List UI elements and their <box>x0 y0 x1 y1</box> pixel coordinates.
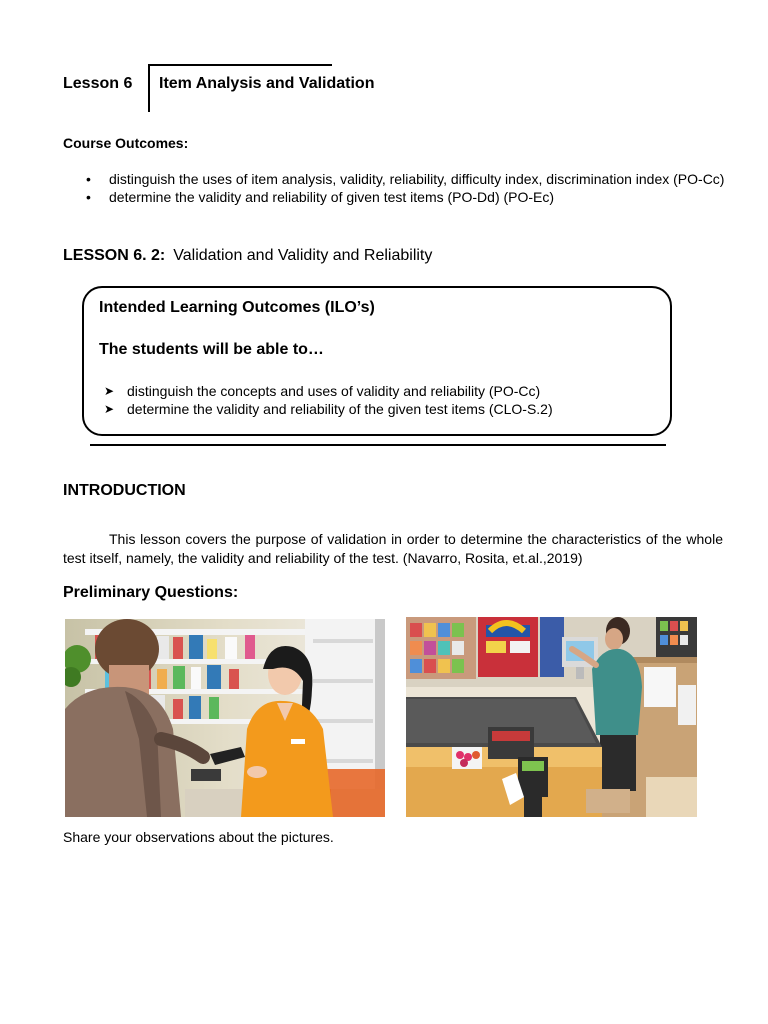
ilo-title: Intended Learning Outcomes (ILO’s) <box>99 299 375 316</box>
sub-lesson-title: Validation and Validity and Reliability <box>173 247 433 264</box>
ilo-item-text: distinguish the concepts and uses of validity and reliability (PO-Cc) <box>127 383 541 399</box>
divider <box>90 444 666 446</box>
list-item <box>104 382 553 400</box>
course-outcome-text: determine the validity and reliability of given test items (PO-Dd) (PO-Ec) <box>109 188 555 205</box>
sub-lesson-heading <box>63 247 432 265</box>
supermarket-checkout-photo <box>406 617 697 817</box>
course-outcomes-list <box>63 171 728 206</box>
bullet-icon: • <box>86 188 91 205</box>
list-item <box>63 171 728 189</box>
introduction-heading: INTRODUCTION <box>63 482 186 499</box>
list-item <box>63 189 728 207</box>
sub-lesson-label: LESSON 6. 2: <box>63 247 166 264</box>
course-outcomes-heading: Course Outcomes: <box>63 135 189 151</box>
pharmacy-checkout-photo <box>65 619 385 817</box>
arrow-bullet-icon: ➤ <box>104 384 115 398</box>
ilo-list <box>104 382 553 418</box>
course-outcome-text: distinguish the uses of item analysis, validity, reliability, difficulty index, discrimination index (PO-Cc) <box>109 171 725 187</box>
arrow-bullet-icon: ➤ <box>104 402 115 416</box>
introduction-paragraph: This lesson covers the purpose of validation in order to determine the characteristics of the whole test itself, namely, the validity and reliability of the test. (Navarro, Rosita, et.al.,2019) <box>63 531 723 566</box>
list-item <box>104 400 553 418</box>
ilo-subtitle: The students will be able to… <box>99 341 324 358</box>
share-observations-prompt: Share your observations about the pictures. <box>63 829 334 845</box>
lesson-number: Lesson 6 <box>63 75 133 92</box>
preliminary-heading: Preliminary Questions: <box>63 584 239 601</box>
lesson-title: Item Analysis and Validation <box>159 75 375 92</box>
ilo-item-text: determine the validity and reliability of the given test items (CLO-S.2) <box>127 401 553 417</box>
bullet-icon: • <box>86 171 91 187</box>
